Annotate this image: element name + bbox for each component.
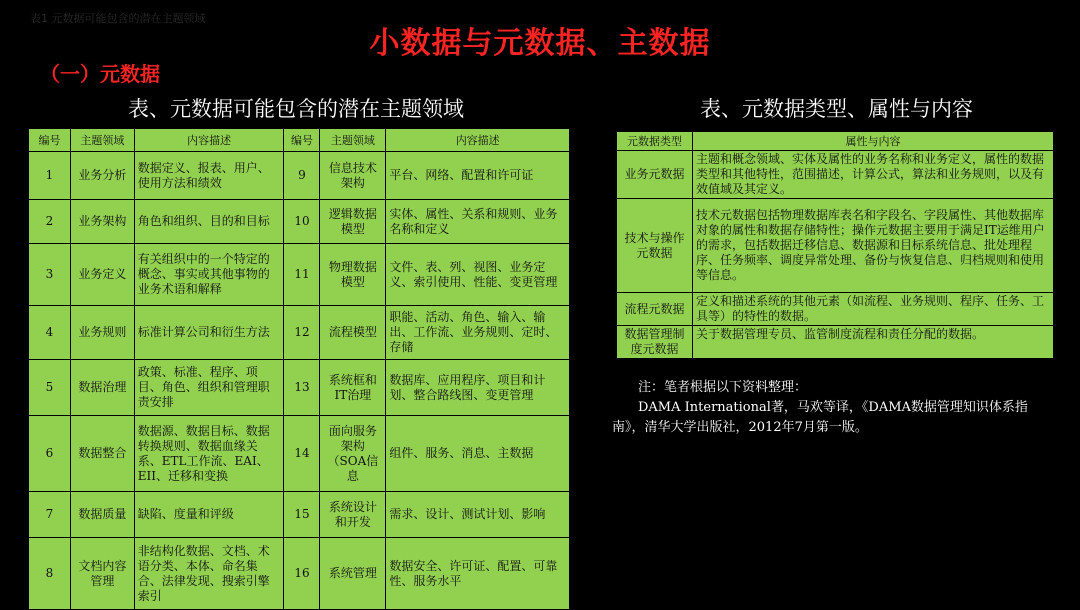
top-note: 表1 元数据可能包含的潜在主题领域: [30, 12, 206, 25]
row-metadata-type: 数据管理制度元数据: [617, 326, 693, 359]
row-domain: 业务架构: [70, 200, 134, 244]
header-domain: 主题领域: [320, 129, 386, 152]
row-metadata-type: 流程元数据: [617, 293, 693, 326]
table-row: [617, 151, 1054, 199]
table-row: [29, 538, 570, 610]
row-domain: 系统框和IT治理: [320, 360, 386, 416]
row-domain: 逻辑数据模型: [320, 200, 386, 244]
left-table-title: 表、元数据可能包含的潜在主题领域: [128, 97, 464, 121]
row-number: 16: [284, 538, 320, 610]
row-metadata-type: 技术与操作元数据: [617, 199, 693, 293]
row-number: 15: [284, 492, 320, 538]
row-number: 14: [284, 416, 320, 492]
table-row: [29, 416, 570, 492]
row-content: 关于数据管理专员、监管制度流程和责任分配的数据。: [693, 326, 1054, 359]
row-number: 2: [29, 200, 71, 244]
row-description: 有关组织中的一个特定的概念、事实或其他事物的业务术语和解释: [134, 244, 284, 306]
row-domain: 信息技术架构: [320, 152, 386, 200]
subject-domain-table: [28, 128, 570, 610]
row-domain: 流程模型: [320, 306, 386, 360]
row-content: 技术元数据包括物理数据库表名和字段名、字段属性、其他数据库对象的属性和数据存储特性；操作元数据主要用于满足IT运维用户的需求，包括数据迁移信息、数据源和目标系统信息、批处理程序、任务频率、调度异常处理、备份与恢复信息、归档规则和使用等信息。: [693, 199, 1054, 293]
right-table-title: 表、元数据类型、属性与内容: [700, 97, 973, 121]
row-content: 定义和描述系统的其他元素（如流程、业务规则、程序、任务、工具等）的特性的数据。: [693, 293, 1054, 326]
header-domain: 主题领域: [70, 129, 134, 152]
row-description: 政策、标准、程序、项目、角色、组织和管理职责安排: [134, 360, 284, 416]
row-number: 5: [29, 360, 71, 416]
row-description: 组件、服务、消息、主数据: [386, 416, 570, 492]
row-domain: 物理数据模型: [320, 244, 386, 306]
row-number: 3: [29, 244, 71, 306]
row-description: 标准计算公司和衍生方法: [134, 306, 284, 360]
table-row: [617, 293, 1054, 326]
row-description: 实体、属性、关系和规则、业务名称和定义: [386, 200, 570, 244]
row-number: 6: [29, 416, 71, 492]
row-description: 数据源、数据目标、数据转换规则、数据血缘关系、ETL工作流、EAI、EII、迁移和变换: [134, 416, 284, 492]
page-title: 小数据与元数据、主数据: [369, 26, 711, 61]
row-domain: 数据质量: [70, 492, 134, 538]
header-description: 内容描述: [386, 129, 570, 152]
table-row: [29, 492, 570, 538]
row-number: 12: [284, 306, 320, 360]
row-description: 需求、设计、测试计划、影响: [386, 492, 570, 538]
row-description: 文件、表、列、视图、业务定义、索引使用、性能、变更管理: [386, 244, 570, 306]
row-domain: 系统设计和开发: [320, 492, 386, 538]
table-row: [617, 326, 1054, 359]
row-content: 主题和概念领域、实体及属性的业务名称和业务定义，属性的数据类型和其他特性，范围描述，计算公式，算法和业务规则，以及有效值域及其定义。: [693, 151, 1054, 199]
table-header-row: [29, 129, 570, 152]
table-row: [29, 306, 570, 360]
row-description: 缺陷、度量和评级: [134, 492, 284, 538]
header-metadata-type: 元数据类型: [617, 132, 693, 151]
row-number: 11: [284, 244, 320, 306]
row-number: 8: [29, 538, 71, 610]
table-row: [29, 200, 570, 244]
row-number: 1: [29, 152, 71, 200]
row-description: 数据定义、报表、用户、使用方法和绩效: [134, 152, 284, 200]
row-number: 10: [284, 200, 320, 244]
metadata-type-table: [616, 131, 1054, 359]
row-number: 13: [284, 360, 320, 416]
row-description: 数据库、应用程序、项目和计划、整合路线图、变更管理: [386, 360, 570, 416]
row-number: 9: [284, 152, 320, 200]
section-title: （一）元数据: [40, 62, 160, 86]
row-domain: 业务分析: [70, 152, 134, 200]
row-description: 角色和组织、目的和目标: [134, 200, 284, 244]
table-row: [29, 244, 570, 306]
header-description: 内容描述: [134, 129, 284, 152]
note-line-2: DAMA International著，马欢等译，《DAMA数据管理知识体系指南》，清华大学出版社，2012年7月第一版。: [612, 400, 1028, 435]
header-attributes-content: 属性与内容: [693, 132, 1054, 151]
header-number: 编号: [284, 129, 320, 152]
table-row: [29, 152, 570, 200]
row-metadata-type: 业务元数据: [617, 151, 693, 199]
row-description: 平台、网络、配置和许可证: [386, 152, 570, 200]
row-domain: 文档内容管理: [70, 538, 134, 610]
table-row: [29, 360, 570, 416]
header-number: 编号: [29, 129, 71, 152]
row-domain: 系统管理: [320, 538, 386, 610]
source-note: [612, 378, 1052, 438]
row-domain: 业务规则: [70, 306, 134, 360]
row-description: 职能、活动、角色、输入、输出、工作流、业务规则、定时、存储: [386, 306, 570, 360]
note-line-1: 注：笔者根据以下资料整理：: [638, 380, 808, 395]
row-number: 4: [29, 306, 71, 360]
row-domain: 数据整合: [70, 416, 134, 492]
table-header-row: [617, 132, 1054, 151]
row-domain: 业务定义: [70, 244, 134, 306]
row-domain: 数据治理: [70, 360, 134, 416]
table-row: [617, 199, 1054, 293]
row-domain: 面向服务架构（SOA信息: [320, 416, 386, 492]
row-description: 非结构化数据、文档、术语分类、本体、命名集合、法律发现、搜索引擎索引: [134, 538, 284, 610]
row-number: 7: [29, 492, 71, 538]
row-description: 数据安全、许可证、配置、可靠性、服务水平: [386, 538, 570, 610]
